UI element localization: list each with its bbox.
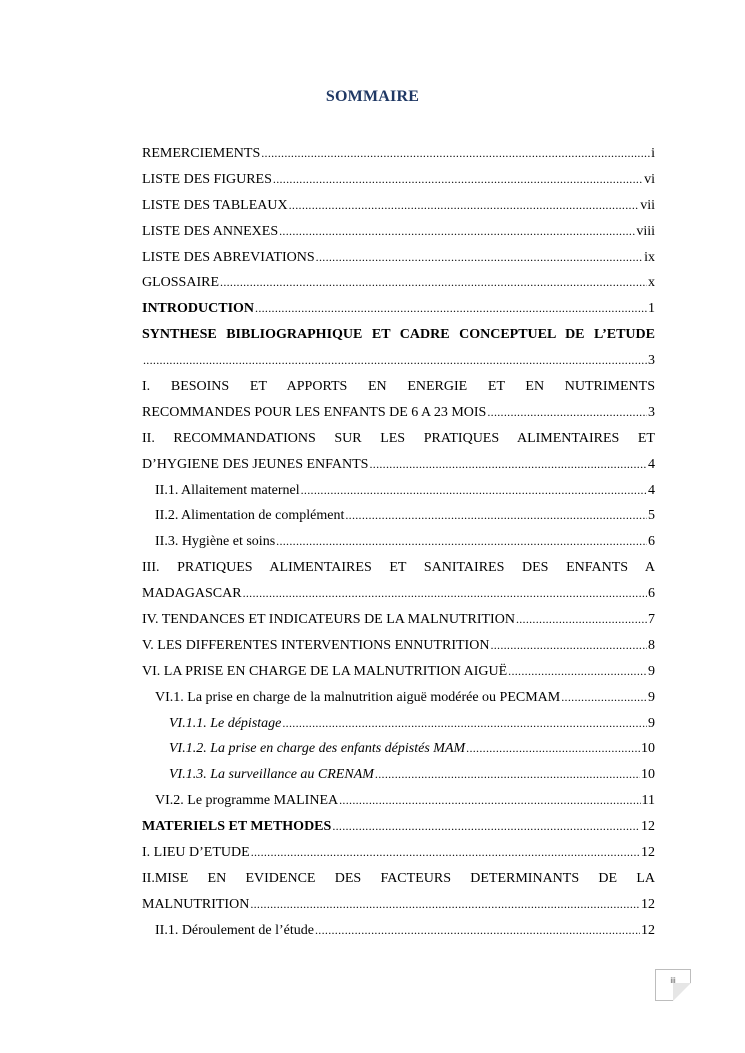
toc-entry-materiels-methodes[interactable]: MATERIELS ET METHODES ..... 12 — [142, 814, 655, 840]
toc-entry-interventions[interactable]: V. LES DIFFERENTES INTERVENTIONS ENNUTRITION ..... 8 — [142, 633, 655, 659]
toc-entry-enfants-mam[interactable]: VI.1.2. La prise en charge des enfants dépistés MAM ..... 10 — [142, 736, 655, 762]
toc-entry-recommandations-line1[interactable]: II. RECOMMANDATIONS SUR LES PRATIQUES ALIMENTAIRES ET — [142, 430, 655, 446]
page-title: SOMMAIRE — [325, 88, 420, 105]
toc-entry-liste-tableaux[interactable]: LISTE DES TABLEAUX ..... vii — [142, 193, 655, 219]
toc-entry-glossaire[interactable]: GLOSSAIRE ..... x — [142, 270, 655, 296]
toc-entry-facteurs-line2[interactable]: MALNUTRITION ..... 12 — [142, 892, 655, 918]
toc-entry-lieu-etude[interactable]: I. LIEU D’ETUDE ..... 12 — [142, 840, 655, 866]
toc-entry-pratiques-line1[interactable]: III. PRATIQUES ALIMENTAIRES ET SANITAIRES DES ENFANTS A — [142, 560, 655, 576]
table-of-contents — [142, 141, 655, 944]
page-number-box — [655, 969, 691, 1001]
toc-entry-alimentation-complement[interactable]: II.2. Alimentation de complément ..... 5 — [142, 503, 655, 529]
page-number: iii — [670, 976, 676, 985]
toc-entry-hygiene-soins[interactable]: II.3. Hygiène et soins ..... 6 — [142, 529, 655, 555]
toc-entry-surveillance-crenam[interactable]: VI.1.3. La surveillance au CRENAM ..... 10 — [142, 762, 655, 788]
toc-entry-pratiques-line2[interactable]: MADAGASCAR ..... 6 — [142, 581, 655, 607]
toc-entry-synthese-line2[interactable]: ..... 3 — [142, 348, 655, 374]
toc-entry-prise-en-charge[interactable]: VI. LA PRISE EN CHARGE DE LA MALNUTRITION AIGUË ..... 9 — [142, 659, 655, 685]
toc-entry-liste-figures[interactable]: LISTE DES FIGURES ..... vi — [142, 167, 655, 193]
toc-entry-introduction[interactable]: INTRODUCTION ..... 1 — [142, 296, 655, 322]
toc-entry-pecmam[interactable]: VI.1. La prise en charge de la malnutrition aiguë modérée ou PECMAM ..... 9 — [142, 685, 655, 711]
toc-entry-malinea[interactable]: VI.2. Le programme MALINEA ..... 11 — [142, 788, 655, 814]
toc-entry-tendances[interactable]: IV. TENDANCES ET INDICATEURS DE LA MALNUTRITION ..... 7 — [142, 607, 655, 633]
toc-entry-liste-annexes[interactable]: LISTE DES ANNEXES ..... viii — [142, 219, 655, 245]
toc-entry-recommandations-line2[interactable]: D’HYGIENE DES JEUNES ENFANTS ..... 4 — [142, 452, 655, 478]
toc-entry-besoins-line2[interactable]: RECOMMANDES POUR LES ENFANTS DE 6 A 23 MOIS ..... 3 — [142, 400, 655, 426]
toc-entry-deroulement[interactable]: II.1. Déroulement de l’étude ..... 12 — [142, 918, 655, 944]
page-fold-icon — [673, 983, 691, 1001]
toc-entry-depistage[interactable]: VI.1.1. Le dépistage ..... 9 — [142, 711, 655, 737]
toc-entry-allaitement[interactable]: II.1. Allaitement maternel ..... 4 — [142, 478, 655, 504]
toc-entry-liste-abreviations[interactable]: LISTE DES ABREVIATIONS ..... ix — [142, 245, 655, 271]
toc-entry-facteurs-line1[interactable]: II.MISE EN EVIDENCE DES FACTEURS DETERMINANTS DE LA — [142, 870, 655, 886]
toc-entry-synthese-line1[interactable]: SYNTHESE BIBLIOGRAPHIQUE ET CADRE CONCEPTUEL DE L’ETUDE — [142, 327, 655, 343]
toc-entry-besoins-line1[interactable]: I. BESOINS ET APPORTS EN ENERGIE ET EN NUTRIMENTS — [142, 379, 655, 395]
toc-entry-remerciements[interactable]: REMERCIEMENTS ..... i — [142, 141, 655, 167]
